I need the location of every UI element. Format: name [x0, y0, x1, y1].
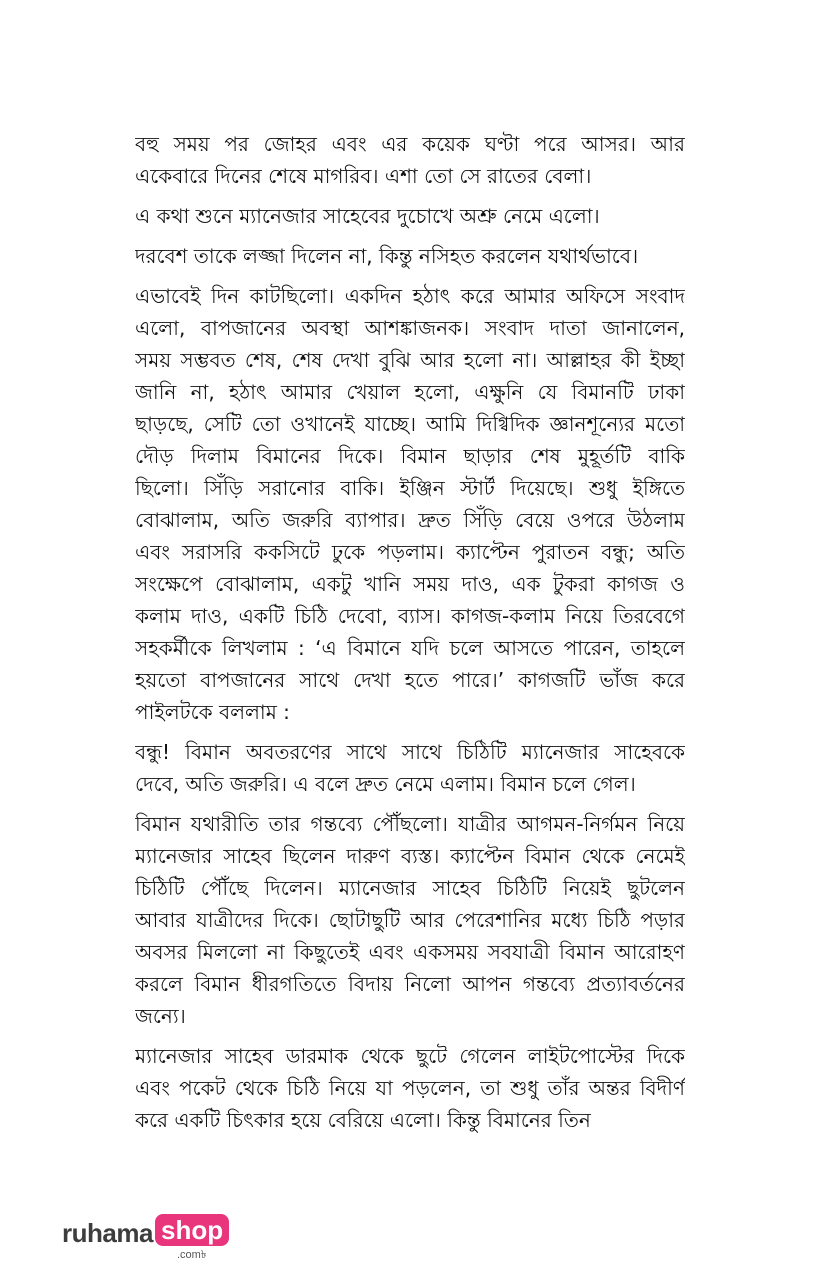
- text-line: ম্যানেজার সাহেব ছিলেন দারুণ ব্যস্ত। ক্যাপ্টেন বিমান থেকে নেমেই: [135, 844, 685, 868]
- text-line: ছাড়ছে, সেটি তো ওখানেই যাচ্ছে। আমি দিগ্বিদিক জ্ঞানশূন্যের মতো: [135, 412, 685, 436]
- text-line: বোঝালাম, অতি জরুরি ব্যাপার। দ্রুত সিঁড়ি বেয়ে ওপরে উঠলাম: [135, 508, 685, 532]
- text-line: এ কথা শুনে ম্যানেজার সাহেবের দুচোখে অশ্রু নেমে এলো।: [135, 204, 600, 228]
- text-line: সংক্ষেপে বোঝালাম, একটু খানি সময় দাও, এক টুকরা কাগজ ও: [135, 572, 685, 596]
- text-line: পাইলটকে বললাম :: [135, 700, 290, 724]
- text-line: করলে বিমান ধীরগতিতে বিদায় নিলো আপন গন্তব্যে প্রত্যাবর্তনের: [135, 972, 685, 996]
- body-text: [135, 128, 685, 1144]
- text-line: সহকর্মীকে লিখলাম : ‘এ বিমানে যদি চলে আসতে পারেন, তাহলে: [135, 636, 685, 660]
- text-line: আবার যাত্রীদের দিকে। ছোটাছুটি আর পেরেশানির মধ্যে চিঠি পড়ার: [135, 908, 685, 932]
- text-line: ম্যানেজার সাহেব ডারমাক থেকে ছুটে গেলেন লাইটপোস্টের দিকে: [135, 1044, 685, 1068]
- text-line: এলো, বাপজানের অবস্থা আশঙ্কাজনক। সংবাদ দাতা জানালেন,: [135, 316, 685, 340]
- text-line: বন্ধু! বিমান অবতরণের সাথে সাথে চিঠিটি ম্যানেজার সাহেবকে: [135, 740, 685, 764]
- text-line: করে একটি চিৎকার হয়ে বেরিয়ে এলো। কিন্তু বিমানের তিন: [135, 1108, 591, 1132]
- paragraph: [135, 736, 685, 800]
- text-line: এবং পকেট থেকে চিঠি নিয়ে যা পড়লেন, তা শুধু তাঁর অন্তর বিদীর্ণ: [135, 1076, 685, 1100]
- paragraph: [135, 240, 685, 272]
- paragraph: [135, 808, 685, 1032]
- paragraph: [135, 280, 685, 728]
- text-line: জন্যে।: [135, 1004, 186, 1028]
- text-line: বিমান যথারীতি তার গন্তব্যে পৌঁছলো। যাত্রীর আগমন-নির্গমন নিয়ে: [135, 812, 685, 836]
- logo-ruhama-text: ruhama: [62, 1218, 153, 1248]
- text-line: এবং সরাসরি ককসিটে ঢুকে পড়লাম। ক্যাপ্টেন পুরাতন বন্ধু; অতি: [135, 540, 685, 564]
- text-line: চিঠিটি পৌঁছে দিলেন। ম্যানেজার সাহেব চিঠিটি নিয়েই ছুটলেন: [135, 876, 685, 900]
- text-line: কলাম দাও, একটি চিঠি দেবো, ব্যাস। কাগজ-কলাম নিয়ে তিরবেগে: [135, 604, 685, 628]
- text-line: দৌড় দিলাম বিমানের দিকে। বিমান ছাড়ার শেষ মুহূর্তটি বাকি: [135, 444, 685, 468]
- text-line: একেবারে দিনের শেষে মাগরিব। এশা তো সে রাতের বেলা।: [135, 164, 592, 188]
- logo-domain-text: .com৳: [177, 1249, 207, 1261]
- text-line: এভাবেই দিন কাটছিলো। একদিন হঠাৎ করে আমার অফিসে সংবাদ: [135, 284, 685, 308]
- text-line: ছিলো। সিঁড়ি সরানোর বাকি। ইঞ্জিন স্টার্ট দিয়েছে। শুধু ইঙ্গিতে: [135, 476, 685, 500]
- text-line: অবসর মিললো না কিছুতেই এবং একসময় সবযাত্রী বিমান আরোহণ: [135, 940, 685, 964]
- ruhamashop-logo: [62, 1212, 232, 1260]
- text-line: সময় সম্ভবত শেষ, শেষ দেখা বুঝি আর হলো না। আল্লাহর কী ইচ্ছা: [135, 348, 685, 372]
- paragraph: [135, 200, 685, 232]
- text-line: জানি না, হঠাৎ আমার খেয়াল হলো, এক্ষুনি যে বিমানটি ঢাকা: [135, 380, 685, 404]
- logo-shop-badge: [155, 1214, 229, 1246]
- text-line: দরবেশ তাকে লজ্জা দিলেন না, কিন্তু নসিহত করলেন যথার্থভাবে।: [135, 244, 639, 268]
- paragraph: [135, 1040, 685, 1136]
- text-line: বহু সময় পর জোহর এবং এর কয়েক ঘণ্টা পরে আসর। আর: [135, 132, 685, 156]
- logo-shop-text: shop: [161, 1215, 224, 1245]
- text-line: দেবে, অতি জরুরি। এ বলে দ্রুত নেমে এলাম। বিমান চলে গেল।: [135, 772, 636, 796]
- paragraph: [135, 128, 685, 192]
- text-line: হয়তো বাপজানের সাথে দেখা হতে পারে।’ কাগজটি ভাঁজ করে: [135, 668, 685, 692]
